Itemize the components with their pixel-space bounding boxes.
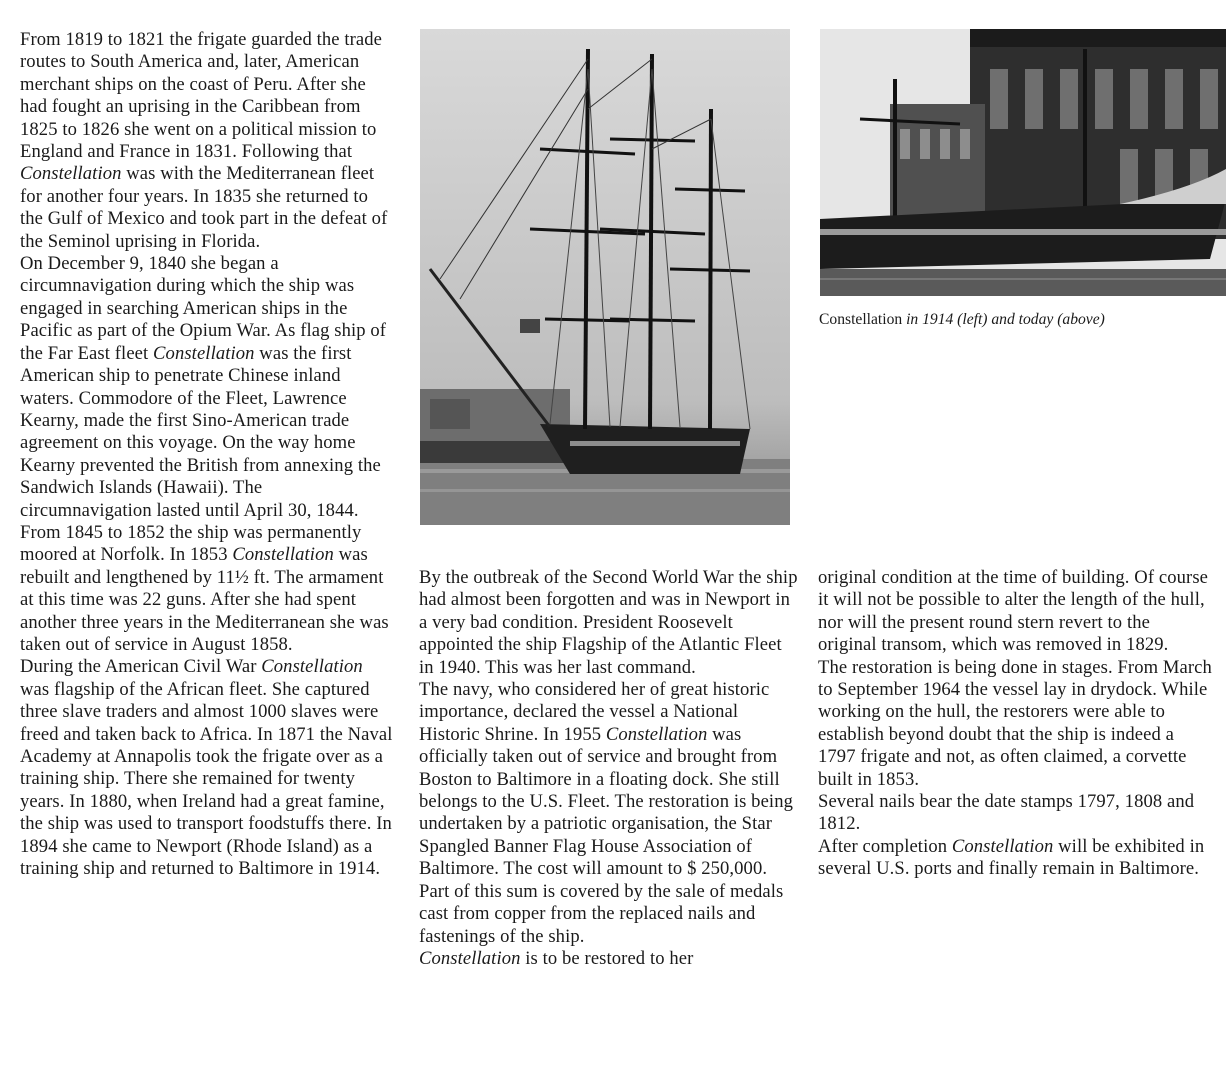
paragraph: Several nails bear the date stamps 1797, 1808 and 1812.: [818, 791, 1195, 835]
paragraph: By the outbreak of the Second World War the ship had almost been forgotten and was in Newport in a very bad condition. President Roosevelt appointed the ship Flagship of the Atlantic Fleet in 1940. This was her last command.: [419, 567, 798, 678]
photo-caption: Constellation in 1914 (left) and today (above): [819, 311, 1105, 328]
harbor-photo-illustration: [820, 29, 1226, 296]
ship-name: Constellation: [20, 163, 122, 185]
ship-photo-illustration: [420, 29, 790, 525]
paragraph: After completion Constellation will be exhibited in several U.S. ports and finally remain in Baltimore.: [818, 835, 1205, 880]
paragraph: Constellation is to be restored to her: [419, 947, 694, 969]
paragraph: The restoration is being done in stages. From March to September 1964 the vessel lay in drydock. While working on the hull, the restorers were able to establish beyond doubt that the ship is indeed a 1797 frigate and not, as often claimed, a corvette built in 1853.: [818, 656, 1212, 790]
paragraph: During the American Civil War Constellation was flagship of the African fleet. She captured three slave traders and almost 1000 slaves were freed and taken back to Africa. In 1871 the Naval Academy at Annapolis took the frigate over as a training ship. There she remained for twenty years. In 1880, when Ireland had a great famine, the ship was used to transport foodstuffs there. In 1894 she came to Newport (Rhode Island) as a training ship and returned to Baltimore in 1914.: [20, 656, 393, 880]
ship-name: Constellation: [232, 544, 334, 566]
text-column-1: [20, 29, 395, 880]
paragraph: original condition at the time of building. Of course it will not be possible to alter the length of the hull, nor will the present round stern revert to the original transom, which was removed in 1829.: [818, 567, 1209, 656]
text-column-2: [419, 567, 799, 970]
paragraph: From 1819 to 1821 the frigate guarded the trade routes to South America and, later, American merchant ships on the coast of Peru. After she had fought an uprising in the Caribbean from 1825 to 1826 she went on a political mission to England and France in 1831. Following that Constellation was with the Mediterranean fleet for another four years. In 1835 she returned to the Gulf of Mexico and took part in the defeat of the Seminol uprising in Florida.: [20, 29, 388, 252]
ship-1914-photo: [420, 29, 790, 525]
ship-name: Constellation: [153, 342, 255, 364]
paragraph: The navy, who considered her of great historic importance, declared the vessel a National Historic Shrine. In 1955 Constellation was officially taken out of service and brought from Boston to Baltimore in a floating dock. She still belongs to the U.S. Fleet. The restoration is being undertaken by a patriotic organisation, the Star Spangled Banner Flag House Association of Baltimore. The cost will amount to $ 250,000. Part of this sum is covered by the sale of medals cast from copper from the replaced nails and fastenings of the ship.: [419, 679, 793, 947]
ship-today-photo: [820, 29, 1226, 296]
text-column-3: [818, 567, 1213, 881]
ship-name: Constellation: [419, 947, 521, 969]
ship-name: Constellation: [605, 723, 708, 745]
ship-name: Constellation: [261, 656, 363, 678]
paragraph: On December 9, 1840 she began a circumnavigation during which the ship was engaged in searching American ships in the Pacific as part of the Opium War. As flag ship of the Far East fleet Constellation was the first American ship to penetrate Chinese inland waters. Commodore of the Fleet, Lawrence Kearny, made the first Sino-American trade agreement on this voyage. On the way home Kearny prevented the British from annexing the Sandwich Islands (Hawaii). The circumnavigation lasted until April 30, 1844. From 1845 to 1852 the ship was permanently moored at Norfolk. In 1853 Constellation was rebuilt and lengthened by 11½ ft. The armament at this time was 22 guns. After she had spent another three years in the Mediterranean she was taken out of service in August 1858.: [20, 253, 389, 655]
ship-name: Constellation: [951, 835, 1054, 857]
